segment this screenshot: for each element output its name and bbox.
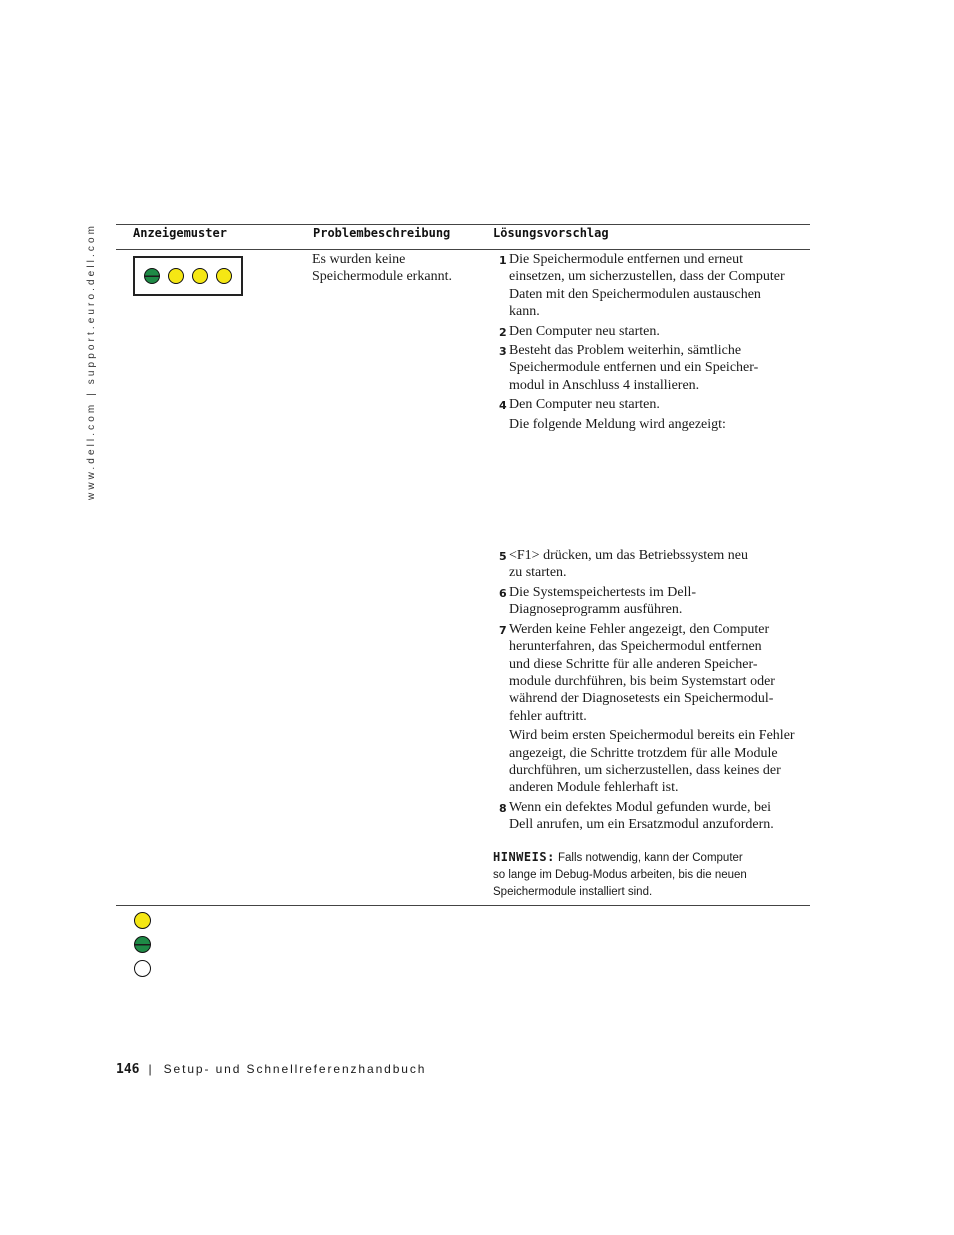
legend-off-light-icon	[134, 960, 151, 977]
note-block	[493, 849, 793, 901]
step-line: Werden keine Fehler angezeigt, den Computer	[509, 621, 770, 637]
legend-yellow-light-icon	[134, 912, 151, 929]
step-3	[494, 342, 808, 394]
step-5	[494, 547, 808, 582]
solution-steps	[494, 251, 808, 836]
header-loesungsvorschlag: Lösungsvorschlag	[493, 226, 609, 240]
step-line: Den Computer neu starten.	[509, 323, 660, 339]
note-line: so lange im Debug-Modus arbeiten, bis die neuen	[493, 869, 747, 881]
step-number: 4	[499, 399, 507, 413]
problem-line: Speichermodule erkannt.	[312, 269, 452, 284]
step-line: Speichermodule entfernen und ein Speicher-	[509, 360, 759, 376]
step-line: fehler auftritt.	[509, 708, 587, 724]
step-line: und diese Schritte für alle anderen Speicher-	[509, 656, 758, 672]
step-line: Daten mit den Speichermodulen austauschen	[509, 286, 761, 302]
note-line: Falls notwendig, kann der Computer	[558, 852, 743, 864]
problem-line: Es wurden keine	[312, 252, 406, 267]
step-8	[494, 799, 808, 834]
step-number: 8	[499, 801, 507, 815]
step-number: 5	[499, 550, 507, 564]
step-number: 1	[499, 254, 507, 267]
diagnostic-light-4-icon	[216, 268, 232, 284]
note-line: Speichermodule installiert sind.	[493, 886, 653, 898]
step-line: zu starten.	[509, 565, 567, 581]
page-footer	[116, 1062, 426, 1077]
step-4	[494, 396, 808, 413]
step-2	[494, 323, 808, 340]
step-line: modul in Anschluss 4 installieren.	[509, 377, 700, 393]
step-line: Wird beim ersten Speichermodul bereits ein Fehler	[509, 728, 795, 744]
table-top-rule	[116, 224, 810, 225]
step-number: 2	[499, 325, 507, 339]
step-line: herunterfahren, das Speichermodul entfernen	[509, 639, 762, 655]
page-number: 146	[116, 1062, 140, 1077]
step-7	[494, 621, 808, 725]
step-line: <F1> drücken, um das Betriebssystem neu	[509, 548, 748, 564]
message-intro: Die folgende Meldung wird angezeigt:	[509, 416, 726, 432]
footer-separator: |	[148, 1062, 152, 1076]
diagnostic-light-3-icon	[192, 268, 208, 284]
step-line: Die Systemspeichertests im Dell-	[509, 584, 697, 600]
step-number: 7	[499, 623, 507, 637]
step-1	[494, 251, 808, 321]
step-number: 6	[499, 586, 507, 600]
step-line: module durchführen, bis beim Systemstart oder	[509, 673, 775, 689]
step-line: einsetzen, um sicherzustellen, dass der Computer	[509, 269, 785, 285]
sidebar-url: www.dell.com | support.euro.dell.com	[86, 222, 97, 500]
legend-green-light-icon	[134, 936, 151, 953]
footer-title: Setup- und Schnellreferenzhandbuch	[163, 1062, 427, 1076]
step-line: angezeigt, die Schritte trotzdem für alle Module	[509, 745, 778, 761]
diagnostic-light-pattern	[133, 256, 243, 296]
header-problembeschreibung: Problembeschreibung	[313, 226, 451, 240]
step-line: Wenn ein defektes Modul gefunden wurde, bei	[509, 799, 772, 815]
step-line: Diagnoseprogramm ausführen.	[509, 602, 683, 618]
message-placeholder	[494, 435, 808, 547]
step-line: anderen Module fehlerhaft ist.	[509, 780, 679, 796]
step-line: durchführen, um sicherzustellen, dass keines der	[509, 762, 781, 778]
table-bottom-rule	[116, 905, 810, 906]
note-label: HINWEIS:	[493, 850, 555, 864]
step-line: kann.	[509, 304, 540, 320]
table-header-rule	[116, 249, 810, 250]
step-line: Den Computer neu starten.	[509, 397, 660, 413]
diagnostic-light-2-icon	[168, 268, 184, 284]
step-line: während der Diagnosetests ein Speichermodul-	[509, 691, 774, 707]
step-line: Dell anrufen, um ein Ersatzmodul anzufordern.	[509, 817, 774, 833]
step-7-followup	[494, 727, 808, 797]
step-line: Die Speichermodule entfernen und erneut	[509, 252, 744, 267]
problem-description	[312, 251, 482, 285]
header-anzeigemuster: Anzeigemuster	[133, 226, 227, 240]
step-line: Besteht das Problem weiterhin, sämtliche	[509, 343, 742, 359]
diagnostic-light-1-icon	[144, 268, 160, 284]
step-6	[494, 584, 808, 619]
step-number: 3	[499, 345, 507, 359]
